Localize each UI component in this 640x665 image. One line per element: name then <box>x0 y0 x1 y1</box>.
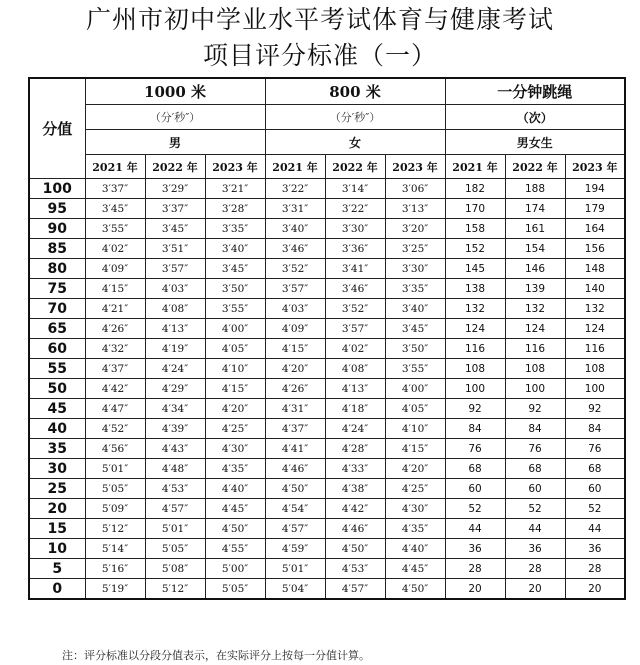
time-1000m-cell: 5′01″ <box>85 459 145 479</box>
rope-count-cell: 140 <box>565 279 625 299</box>
time-1000m-cell: 4′45″ <box>205 499 265 519</box>
rope-count-cell: 138 <box>445 279 505 299</box>
score-cell: 45 <box>29 399 85 419</box>
time-800m-cell: 4′20″ <box>265 359 325 379</box>
time-1000m-cell: 4′13″ <box>145 319 205 339</box>
time-800m-cell: 4′24″ <box>325 419 385 439</box>
time-1000m-cell: 3′45″ <box>85 199 145 219</box>
time-1000m-cell: 3′45″ <box>205 259 265 279</box>
rope-count-cell: 124 <box>505 319 565 339</box>
table-row <box>29 319 625 339</box>
time-1000m-cell: 3′35″ <box>205 219 265 239</box>
time-1000m-cell: 4′10″ <box>205 359 265 379</box>
score-cell: 95 <box>29 199 85 219</box>
time-1000m-cell: 3′55″ <box>205 299 265 319</box>
time-1000m-cell: 4′32″ <box>85 339 145 359</box>
rope-count-cell: 20 <box>565 579 625 600</box>
time-1000m-cell: 3′37″ <box>145 199 205 219</box>
rope-count-cell: 44 <box>565 519 625 539</box>
rope-count-cell: 28 <box>445 559 505 579</box>
time-800m-cell: 3′46″ <box>325 279 385 299</box>
time-800m-cell: 3′22″ <box>265 179 325 199</box>
rope-count-cell: 52 <box>565 499 625 519</box>
time-800m-cell: 3′06″ <box>385 179 445 199</box>
time-800m-cell: 4′10″ <box>385 419 445 439</box>
rope-count-cell: 92 <box>505 399 565 419</box>
time-800m-cell: 3′55″ <box>385 359 445 379</box>
time-800m-cell: 4′57″ <box>325 579 385 600</box>
time-1000m-cell: 3′29″ <box>145 179 205 199</box>
rope-count-cell: 84 <box>565 419 625 439</box>
rope-count-cell: 161 <box>505 219 565 239</box>
time-1000m-cell: 4′15″ <box>85 279 145 299</box>
gender-label-rope: 男女生 <box>445 130 625 155</box>
time-800m-cell: 4′33″ <box>325 459 385 479</box>
rope-count-cell: 179 <box>565 199 625 219</box>
rope-count-cell: 132 <box>565 299 625 319</box>
time-1000m-cell: 4′37″ <box>85 359 145 379</box>
score-cell: 20 <box>29 499 85 519</box>
time-800m-cell: 4′25″ <box>385 479 445 499</box>
rope-count-cell: 194 <box>565 179 625 199</box>
time-800m-cell: 3′25″ <box>385 239 445 259</box>
year-header: 2023 年 <box>565 155 625 179</box>
time-800m-cell: 4′50″ <box>325 539 385 559</box>
time-1000m-cell: 4′05″ <box>205 339 265 359</box>
score-cell: 35 <box>29 439 85 459</box>
time-1000m-cell: 4′09″ <box>85 259 145 279</box>
gender-label-1000m: 男 <box>85 130 265 155</box>
time-1000m-cell: 5′19″ <box>85 579 145 600</box>
table-row <box>29 239 625 259</box>
time-1000m-cell: 3′21″ <box>205 179 265 199</box>
event-header-1000m: 1000 米 <box>85 78 265 105</box>
time-1000m-cell: 4′00″ <box>205 319 265 339</box>
time-1000m-cell: 5′01″ <box>145 519 205 539</box>
rope-count-cell: 124 <box>445 319 505 339</box>
time-1000m-cell: 3′28″ <box>205 199 265 219</box>
table-row <box>29 459 625 479</box>
time-1000m-cell: 4′35″ <box>205 459 265 479</box>
time-1000m-cell: 3′40″ <box>205 239 265 259</box>
rope-count-cell: 36 <box>445 539 505 559</box>
time-800m-cell: 4′50″ <box>385 579 445 600</box>
time-1000m-cell: 4′56″ <box>85 439 145 459</box>
table-row <box>29 339 625 359</box>
year-header: 2022 年 <box>505 155 565 179</box>
time-800m-cell: 4′37″ <box>265 419 325 439</box>
time-800m-cell: 4′38″ <box>325 479 385 499</box>
rope-count-cell: 28 <box>565 559 625 579</box>
rope-count-cell: 124 <box>565 319 625 339</box>
rope-count-cell: 60 <box>505 479 565 499</box>
time-800m-cell: 3′35″ <box>385 279 445 299</box>
rope-count-cell: 76 <box>565 439 625 459</box>
rope-count-cell: 68 <box>565 459 625 479</box>
rope-count-cell: 92 <box>445 399 505 419</box>
time-1000m-cell: 5′05″ <box>85 479 145 499</box>
time-800m-cell: 4′02″ <box>325 339 385 359</box>
rope-count-cell: 182 <box>445 179 505 199</box>
time-800m-cell: 3′52″ <box>325 299 385 319</box>
time-1000m-cell: 4′30″ <box>205 439 265 459</box>
table-row <box>29 179 625 199</box>
time-800m-cell: 4′53″ <box>325 559 385 579</box>
time-800m-cell: 4′42″ <box>325 499 385 519</box>
time-1000m-cell: 4′25″ <box>205 419 265 439</box>
table-row <box>29 539 625 559</box>
unit-label-1000m: （分′秒″） <box>85 105 265 130</box>
rope-count-cell: 92 <box>565 399 625 419</box>
time-800m-cell: 4′35″ <box>385 519 445 539</box>
time-800m-cell: 4′41″ <box>265 439 325 459</box>
time-800m-cell: 3′46″ <box>265 239 325 259</box>
unit-label-800m: （分′秒″） <box>265 105 445 130</box>
time-800m-cell: 3′30″ <box>325 219 385 239</box>
time-800m-cell: 3′52″ <box>265 259 325 279</box>
year-header: 2021 年 <box>265 155 325 179</box>
table-row <box>29 579 625 600</box>
event-header-rope: 一分钟跳绳 <box>445 78 625 105</box>
time-800m-cell: 3′40″ <box>385 299 445 319</box>
rope-count-cell: 108 <box>445 359 505 379</box>
time-1000m-cell: 3′37″ <box>85 179 145 199</box>
time-800m-cell: 5′04″ <box>265 579 325 600</box>
time-800m-cell: 4′20″ <box>385 459 445 479</box>
time-800m-cell: 3′41″ <box>325 259 385 279</box>
table-row <box>29 419 625 439</box>
time-800m-cell: 4′05″ <box>385 399 445 419</box>
time-800m-cell: 4′00″ <box>385 379 445 399</box>
rope-count-cell: 152 <box>445 239 505 259</box>
table-row <box>29 359 625 379</box>
time-800m-cell: 3′14″ <box>325 179 385 199</box>
rope-count-cell: 52 <box>505 499 565 519</box>
year-header: 2021 年 <box>85 155 145 179</box>
score-cell: 5 <box>29 559 85 579</box>
time-800m-cell: 3′31″ <box>265 199 325 219</box>
rope-count-cell: 60 <box>565 479 625 499</box>
year-header: 2022 年 <box>145 155 205 179</box>
time-1000m-cell: 4′15″ <box>205 379 265 399</box>
rope-count-cell: 20 <box>505 579 565 600</box>
time-1000m-cell: 5′05″ <box>145 539 205 559</box>
rope-count-cell: 145 <box>445 259 505 279</box>
rope-count-cell: 116 <box>505 339 565 359</box>
time-1000m-cell: 4′19″ <box>145 339 205 359</box>
page-subtitle: 项目评分标准（一） <box>202 41 437 70</box>
score-cell: 30 <box>29 459 85 479</box>
time-800m-cell: 4′03″ <box>265 299 325 319</box>
header-row-years <box>29 155 625 179</box>
score-cell: 85 <box>29 239 85 259</box>
time-1000m-cell: 5′09″ <box>85 499 145 519</box>
rope-count-cell: 139 <box>505 279 565 299</box>
time-1000m-cell: 4′48″ <box>145 459 205 479</box>
page-title: 广州市初中学业水平考试体育与健康考试 <box>85 5 554 34</box>
rope-count-cell: 52 <box>445 499 505 519</box>
score-cell: 15 <box>29 519 85 539</box>
time-1000m-cell: 3′57″ <box>145 259 205 279</box>
rope-count-cell: 44 <box>505 519 565 539</box>
header-row-gender <box>29 130 625 155</box>
score-cell: 80 <box>29 259 85 279</box>
time-800m-cell: 3′22″ <box>325 199 385 219</box>
time-1000m-cell: 5′12″ <box>145 579 205 600</box>
time-800m-cell: 3′57″ <box>265 279 325 299</box>
table-row <box>29 379 625 399</box>
time-800m-cell: 3′36″ <box>325 239 385 259</box>
rope-count-cell: 68 <box>445 459 505 479</box>
score-cell: 90 <box>29 219 85 239</box>
time-800m-cell: 4′31″ <box>265 399 325 419</box>
time-1000m-cell: 5′05″ <box>205 579 265 600</box>
rope-count-cell: 100 <box>565 379 625 399</box>
year-header: 2021 年 <box>445 155 505 179</box>
time-1000m-cell: 5′12″ <box>85 519 145 539</box>
time-1000m-cell: 4′21″ <box>85 299 145 319</box>
time-800m-cell: 3′20″ <box>385 219 445 239</box>
time-1000m-cell: 4′43″ <box>145 439 205 459</box>
table-row <box>29 559 625 579</box>
score-cell: 25 <box>29 479 85 499</box>
time-1000m-cell: 4′55″ <box>205 539 265 559</box>
table-row <box>29 199 625 219</box>
rope-count-cell: 132 <box>505 299 565 319</box>
time-800m-cell: 5′01″ <box>265 559 325 579</box>
year-header: 2023 年 <box>385 155 445 179</box>
score-cell: 75 <box>29 279 85 299</box>
time-1000m-cell: 5′16″ <box>85 559 145 579</box>
time-1000m-cell: 5′00″ <box>205 559 265 579</box>
rope-count-cell: 116 <box>445 339 505 359</box>
year-header: 2022 年 <box>325 155 385 179</box>
rope-count-cell: 146 <box>505 259 565 279</box>
score-cell: 65 <box>29 319 85 339</box>
table-row <box>29 479 625 499</box>
table-row <box>29 399 625 419</box>
table-row <box>29 219 625 239</box>
time-1000m-cell: 4′02″ <box>85 239 145 259</box>
time-1000m-cell: 3′55″ <box>85 219 145 239</box>
rope-count-cell: 100 <box>445 379 505 399</box>
time-1000m-cell: 4′20″ <box>205 399 265 419</box>
time-800m-cell: 3′50″ <box>385 339 445 359</box>
table-row <box>29 299 625 319</box>
time-800m-cell: 4′40″ <box>385 539 445 559</box>
score-cell: 50 <box>29 379 85 399</box>
time-800m-cell: 4′59″ <box>265 539 325 559</box>
rope-count-cell: 84 <box>505 419 565 439</box>
year-header: 2023 年 <box>205 155 265 179</box>
time-1000m-cell: 4′42″ <box>85 379 145 399</box>
time-800m-cell: 4′45″ <box>385 559 445 579</box>
time-1000m-cell: 4′57″ <box>145 499 205 519</box>
rope-count-cell: 174 <box>505 199 565 219</box>
rope-count-cell: 170 <box>445 199 505 219</box>
table-row <box>29 439 625 459</box>
time-800m-cell: 4′15″ <box>265 339 325 359</box>
rope-count-cell: 188 <box>505 179 565 199</box>
table-row <box>29 279 625 299</box>
event-header-800m: 800 米 <box>265 78 445 105</box>
time-1000m-cell: 4′29″ <box>145 379 205 399</box>
score-cell: 100 <box>29 179 85 199</box>
score-column-header: 分值 <box>29 78 85 179</box>
header-row-units <box>29 105 625 130</box>
rope-count-cell: 68 <box>505 459 565 479</box>
time-1000m-cell: 5′14″ <box>85 539 145 559</box>
time-1000m-cell: 3′50″ <box>205 279 265 299</box>
header-row-events <box>29 78 625 105</box>
table-row <box>29 259 625 279</box>
time-800m-cell: 4′28″ <box>325 439 385 459</box>
time-800m-cell: 4′54″ <box>265 499 325 519</box>
rope-count-cell: 148 <box>565 259 625 279</box>
rope-count-cell: 108 <box>565 359 625 379</box>
rope-count-cell: 156 <box>565 239 625 259</box>
rope-count-cell: 36 <box>505 539 565 559</box>
time-800m-cell: 4′09″ <box>265 319 325 339</box>
table-body <box>29 179 625 600</box>
time-1000m-cell: 4′53″ <box>145 479 205 499</box>
time-1000m-cell: 4′24″ <box>145 359 205 379</box>
time-800m-cell: 4′50″ <box>265 479 325 499</box>
time-800m-cell: 4′08″ <box>325 359 385 379</box>
time-800m-cell: 4′26″ <box>265 379 325 399</box>
scoring-table <box>28 77 626 600</box>
score-cell: 60 <box>29 339 85 359</box>
time-800m-cell: 4′30″ <box>385 499 445 519</box>
rope-count-cell: 158 <box>445 219 505 239</box>
time-800m-cell: 4′13″ <box>325 379 385 399</box>
time-800m-cell: 3′30″ <box>385 259 445 279</box>
footnote: 注：评分标准以分段分值表示，在实际评分上按每一分值计算。 <box>62 649 370 662</box>
unit-label-rope: （次） <box>445 105 625 130</box>
score-cell: 0 <box>29 579 85 600</box>
time-1000m-cell: 4′52″ <box>85 419 145 439</box>
time-800m-cell: 4′18″ <box>325 399 385 419</box>
time-800m-cell: 3′13″ <box>385 199 445 219</box>
score-cell: 40 <box>29 419 85 439</box>
rope-count-cell: 76 <box>505 439 565 459</box>
rope-count-cell: 164 <box>565 219 625 239</box>
time-1000m-cell: 5′08″ <box>145 559 205 579</box>
table-row <box>29 519 625 539</box>
rope-count-cell: 44 <box>445 519 505 539</box>
score-cell: 10 <box>29 539 85 559</box>
rope-count-cell: 100 <box>505 379 565 399</box>
rope-count-cell: 132 <box>445 299 505 319</box>
time-800m-cell: 4′15″ <box>385 439 445 459</box>
time-1000m-cell: 3′51″ <box>145 239 205 259</box>
time-1000m-cell: 4′03″ <box>145 279 205 299</box>
gender-label-800m: 女 <box>265 130 445 155</box>
time-1000m-cell: 4′08″ <box>145 299 205 319</box>
time-800m-cell: 4′46″ <box>325 519 385 539</box>
rope-count-cell: 76 <box>445 439 505 459</box>
time-800m-cell: 4′46″ <box>265 459 325 479</box>
time-1000m-cell: 4′47″ <box>85 399 145 419</box>
score-cell: 55 <box>29 359 85 379</box>
time-800m-cell: 3′57″ <box>325 319 385 339</box>
rope-count-cell: 116 <box>565 339 625 359</box>
rope-count-cell: 84 <box>445 419 505 439</box>
time-1000m-cell: 4′50″ <box>205 519 265 539</box>
rope-count-cell: 60 <box>445 479 505 499</box>
rope-count-cell: 108 <box>505 359 565 379</box>
table-row <box>29 499 625 519</box>
time-800m-cell: 3′40″ <box>265 219 325 239</box>
rope-count-cell: 154 <box>505 239 565 259</box>
time-800m-cell: 4′57″ <box>265 519 325 539</box>
time-1000m-cell: 4′39″ <box>145 419 205 439</box>
rope-count-cell: 28 <box>505 559 565 579</box>
time-800m-cell: 3′45″ <box>385 319 445 339</box>
rope-count-cell: 36 <box>565 539 625 559</box>
time-1000m-cell: 4′34″ <box>145 399 205 419</box>
time-1000m-cell: 4′26″ <box>85 319 145 339</box>
time-1000m-cell: 3′45″ <box>145 219 205 239</box>
time-1000m-cell: 4′40″ <box>205 479 265 499</box>
score-cell: 70 <box>29 299 85 319</box>
rope-count-cell: 20 <box>445 579 505 600</box>
